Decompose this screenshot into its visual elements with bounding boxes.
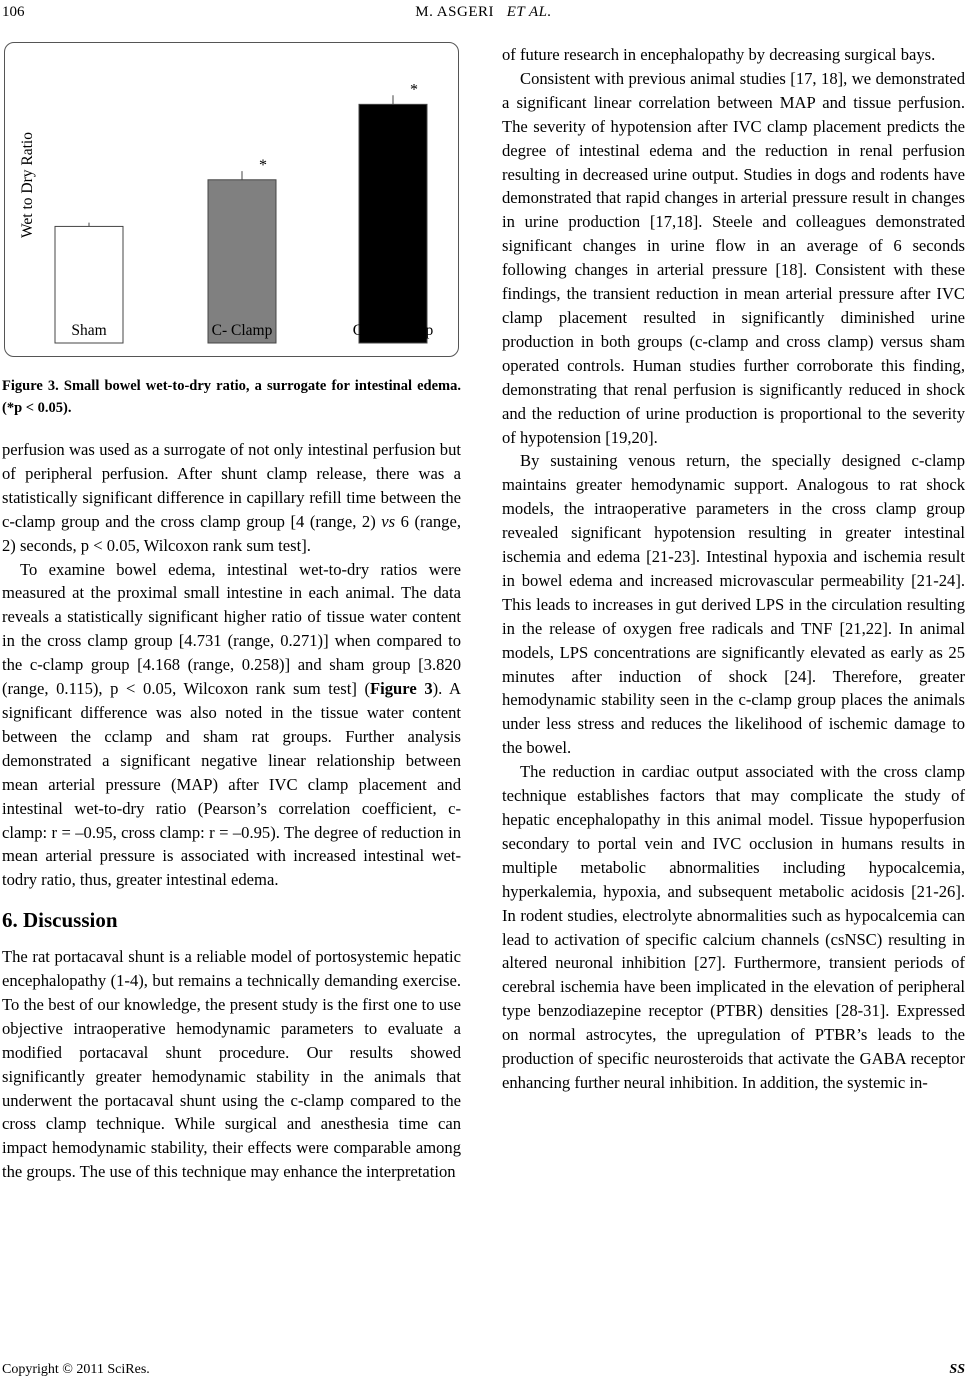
page-number: 106: [2, 4, 25, 20]
category-label: C- Clamp: [211, 322, 273, 339]
significance-marker: *: [410, 81, 418, 99]
paragraph: To examine bowel edema, intestinal wet-to-dry ratios were measured at the proximal small intestine in each animal. The data reveals a statistically significant higher ratio of tissue water content in the cross clamp group [4.731 (range, 0.271)] when compared to the c-clamp group [4.168 (range, 0.258)] and sham group [3.820 (range, 0.115), p < 0.05, Wilcoxon rank sum test] (Figure 3). A significant difference was also noted in the tissue water content between the cclamp and sham rat groups. Further analysis demonstrated a significant negative linear relationship between mean arterial pressure (MAP) after IVC clamp placement and intestinal wet-to-dry ratio (Pearson’s correlation coefficient, c-clamp: r = –0.95, cross clamp: r = –0.95). The degree of reduction in mean arterial pressure is associated with increased intestinal wet-todry ratio, thus, greater intestinal edema.: [2, 559, 461, 890]
running-title-etal: ET AL.: [506, 4, 552, 20]
paragraph: perfusion was used as a surrogate of not only intestinal perfusion but of peripheral perfusion. After shunt clamp release, there was a statistically significant difference in capillary refill time between the c-clamp group and the cross clamp group [4 (range, 2) vs 6 (range, 2) seconds, p < 0.05, Wilcoxon rank sum test].: [2, 440, 461, 555]
figure-reference: Figure 3: [370, 679, 433, 699]
paragraph: The reduction in cardiac output associated with the cross clamp technique establishes factors that may complicate the study of hepatic encephalopathy in this animal model. Tissue hypoperfusion secondary to portal vein and IVC occlusion in humans results in multiple metabolic abnormalities including hypocalcemia, hyperkalemia, hypoxia, and subsequent metabolic acidosis [21-26]. In rodent studies, electrolyte abnormalities such as hypocalcemia can lead to activation of specific calcium channels (csNSC) resulting in altered neuronal inhibition [27]. Furthermore, transient periods of cerebral ischemia have been implicated in the elevation of peripheral type benzodiazepine receptor (PTBR) densities [28-31]. Expressed on normal astrocytes, the upregulation of PTBR’s leads to the production of specific neurosteroids that activate the GABA receptor enhancing further neural inhibition. In addition, the systemic in-: [502, 762, 965, 1092]
paragraph: The rat portacaval shunt is a reliable model of portosystemic hepatic encephalopathy (1-4), but remains a technically demanding exercise. To the best of our knowledge, the present study is the first one to use objective intraoperative hemodynamic parameters to evaluate a modified portacaval shunt procedure. Our results showed significantly greater hemodynamic stability in the animals that underwent the portacaval shunt using the c-clamp compared to the cross clamp technique. While surgical and anesthesia time can impact hemodynamic stability, their effects were comparable among the groups. The use of this technique may enhance the interpretation: [2, 947, 461, 1182]
category-label: Cross Clamp: [352, 322, 434, 339]
figure-3: [4, 42, 459, 357]
figure-caption: Figure 3. Small bowel wet-to-dry ratio, a surrogate for intestinal edema. (*p < 0.05).: [2, 378, 461, 416]
running-title: [0, 4, 967, 21]
section-heading: 6. Discussion: [2, 908, 118, 933]
paragraph: of future research in encephalopathy by decreasing surgical bays.: [502, 45, 936, 64]
paragraph: Consistent with previous animal studies [17, 18], we demonstrated a significant linear correlation between MAP and tissue perfusion. The severity of hypotension after IVC clamp placement predicts the degree of intestinal edema and the reduction in renal perfusion resulting in decreased urine output. Studies in dogs and rodents have demonstrated that rapid changes in arterial pressure result in changes in urine production [17,18]. Steele and colleagues demonstrated significant changes in urine flow in an average of 6 seconds following changes in arterial pressure [18]. Consistent with these findings, the transient reduction in mean arterial pressure after IVC clamp placement resulted in significantly diminished urine production in both groups (c-clamp and cross clamp) versus sham operated controls. Human studies further corroborate this finding, demonstrating that renal perfusion is significantly reduced in shock and the reduction of urine production is proportional to the severity of hypotension [19,20].: [502, 68, 965, 447]
copyright-notice: Copyright © 2011 SciRes.: [2, 1362, 150, 1377]
left-column: [2, 438, 461, 1184]
significance-marker: *: [259, 157, 267, 175]
journal-abbrev: SS: [949, 1362, 965, 1377]
paragraph: By sustaining venous return, the specially designed c-clamp maintains greater hemodynamic support. Analogous to rat shock models, the intraoperative parameters in the cross clamp group revealed significant hypotension resulting in greater intestinal ischemia and edema [21-23]. Intestinal hypoxia and ischemia result in bowel edema and increased microvascular permeability [21-24]. This leads to increases in gut derived LPS in the circulation resulting in the release of oxygen free radicals and TNF [21,22]. In animal models, LPS concentrations are significantly elevated as early as 25 minutes after induction of shock [24]. Therefore, greater hemodynamic stability seen in the c-clamp group places the animals under less stress and reduces the likelihood of ischemic damage to the bowel.: [502, 451, 965, 758]
bar-c-clamp: [208, 180, 276, 343]
y-axis-label: Wet to Dry Ratio: [19, 132, 36, 238]
bar-cross-clamp: [359, 104, 427, 343]
right-column: [502, 43, 965, 1095]
wet-to-dry-bar-chart: [5, 43, 458, 356]
page-header: [0, 4, 967, 28]
running-title-authors: M. ASGERI: [415, 4, 494, 20]
category-label: Sham: [71, 322, 107, 339]
